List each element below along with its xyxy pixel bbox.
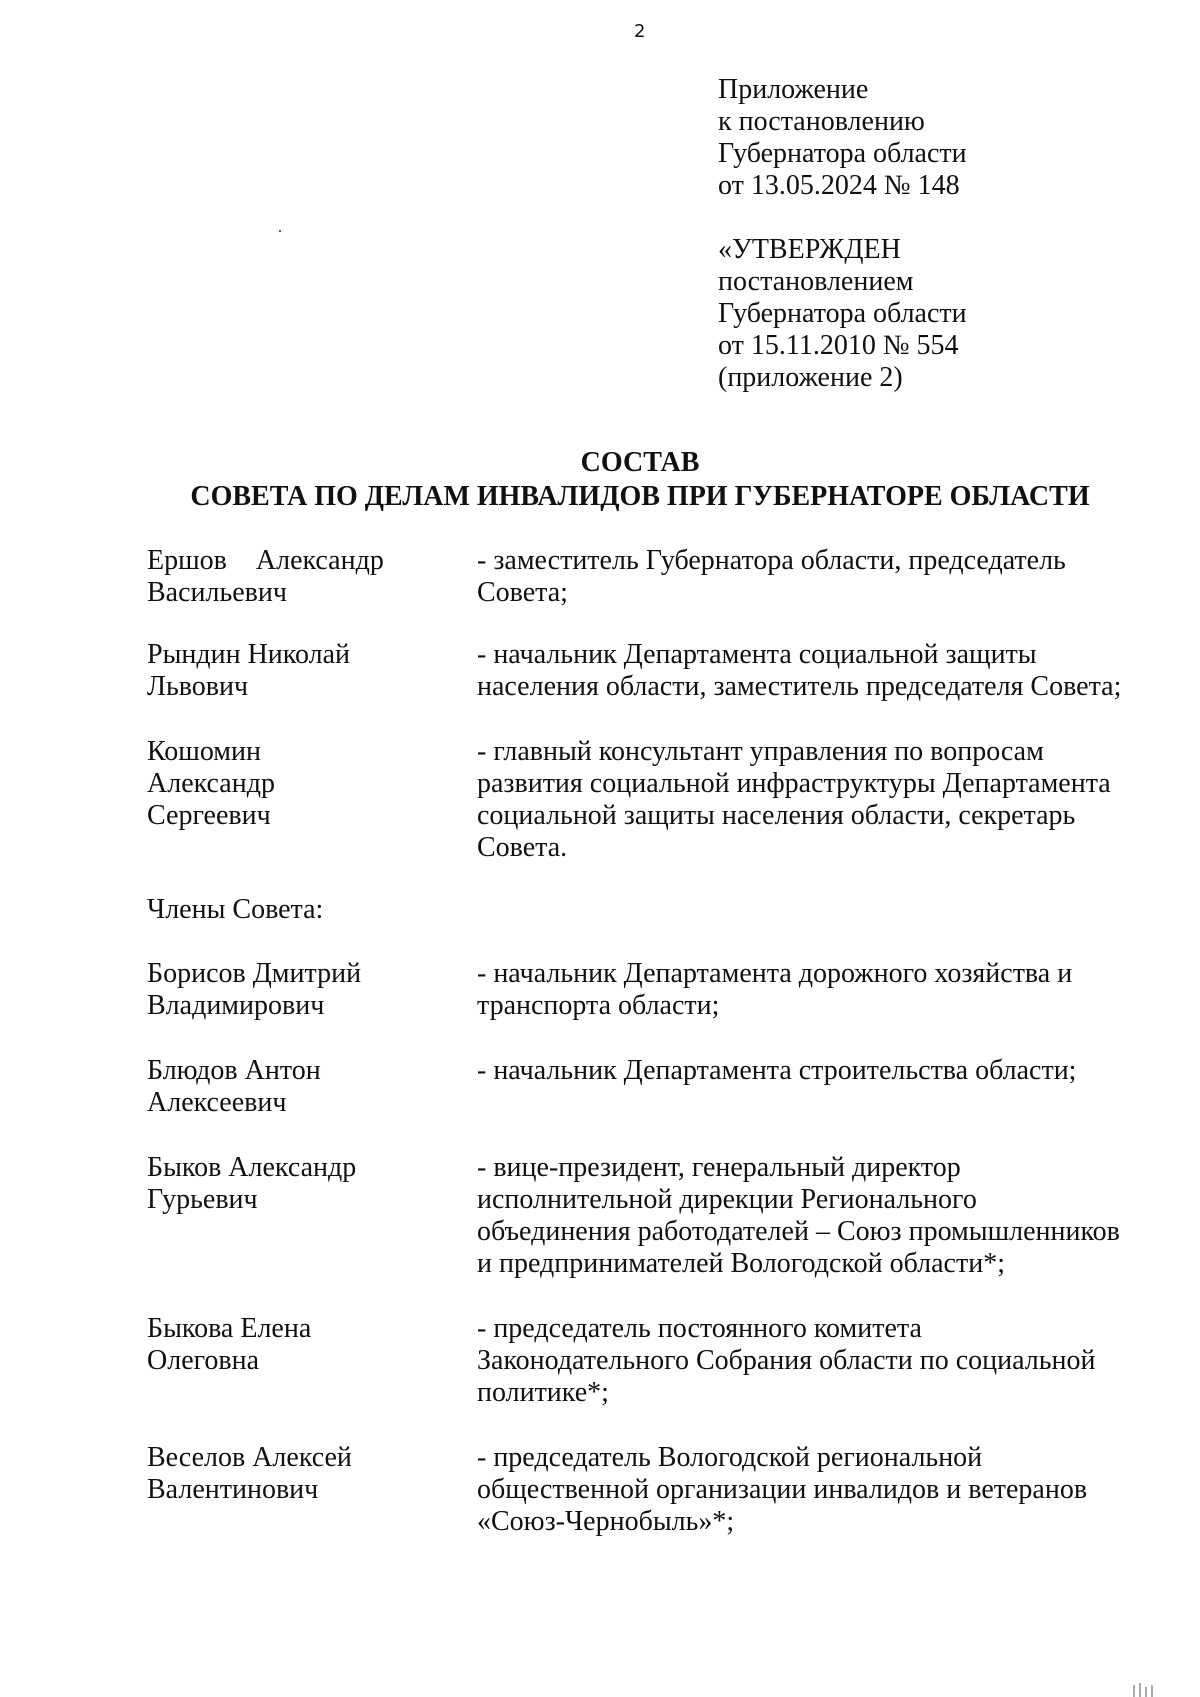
list-item [147,1442,1147,1538]
member-role: - начальник Департамента дорожного хозяйства и транспорта области; [477,958,1073,1021]
member-name: Быков Александр Гурьевич [147,1152,357,1215]
member-name: Ершов Александр Васильевич [147,545,384,608]
member-name: Быкова Елена Олеговна [147,1313,312,1376]
appendix-line: от 13.05.2024 № 148 [718,170,960,201]
member-role: - главный консультант управления по вопросам развития социальной инфраструктуры Департамента социальной защиты населения области, секретарь Совета. [477,736,1111,863]
member-role: - заместитель Губернатора области, председатель Совета; [477,545,1066,608]
list-item [147,545,1147,609]
approved-line: от 15.11.2010 № 554 [718,330,959,361]
appendix-block [718,74,967,202]
list-item [147,736,1147,864]
member-role: - председатель постоянного комитета Законодательного Собрания области по социальной политике*; [477,1313,1096,1408]
member-role: - вице-президент, генеральный директор исполнительной дирекции Регионального объединения работодателей – Союз промышленников и предпринимателей Вологодской области*; [477,1152,1120,1279]
approved-block [718,234,967,394]
list-item [147,1055,1147,1119]
members-section-label: Члены Совета: [147,894,324,925]
scan-dot-mark [279,230,281,232]
appendix-line: Приложение [718,74,869,105]
list-item [147,639,1147,703]
page-number: 2 [634,21,646,42]
appendix-line: к постановлению [718,106,925,137]
list-item [147,1313,1147,1409]
member-name: Кошомин Александр Сергеевич [147,736,275,831]
member-name: Рындин Николай Львович [147,639,350,702]
approved-line: «УТВЕРЖДЕН [718,234,901,265]
member-name: Блюдов Антон Алексеевич [147,1055,321,1118]
member-role: - начальник Департамента социальной защиты населения области, заместитель председателя Совета; [477,639,1122,702]
member-role: - начальник Департамента строительства области; [477,1055,1077,1086]
council-composition [147,545,1147,1538]
scan-edge-mark [1130,1679,1200,1697]
title-line-1: СОСТАВ [580,447,700,478]
member-role: - председатель Вологодской региональной общественной организации инвалидов и ветеранов «Союз-Чернобыль»*; [477,1442,1088,1537]
list-item [147,958,1147,1022]
approved-line: Губернатора области [718,298,967,329]
approved-line: (приложение 2) [718,362,903,393]
appendix-line: Губернатора области [718,138,967,169]
list-item [147,1152,1147,1280]
document-title [0,446,1200,514]
member-name: Борисов Дмитрий Владимирович [147,958,362,1021]
approved-line: постановлением [718,266,914,297]
title-line-2: СОВЕТА ПО ДЕЛАМ ИНВАЛИДОВ ПРИ ГУБЕРНАТОРЕ ОБЛАСТИ [190,481,1090,512]
member-name: Веселов Алексей Валентинович [147,1442,352,1505]
